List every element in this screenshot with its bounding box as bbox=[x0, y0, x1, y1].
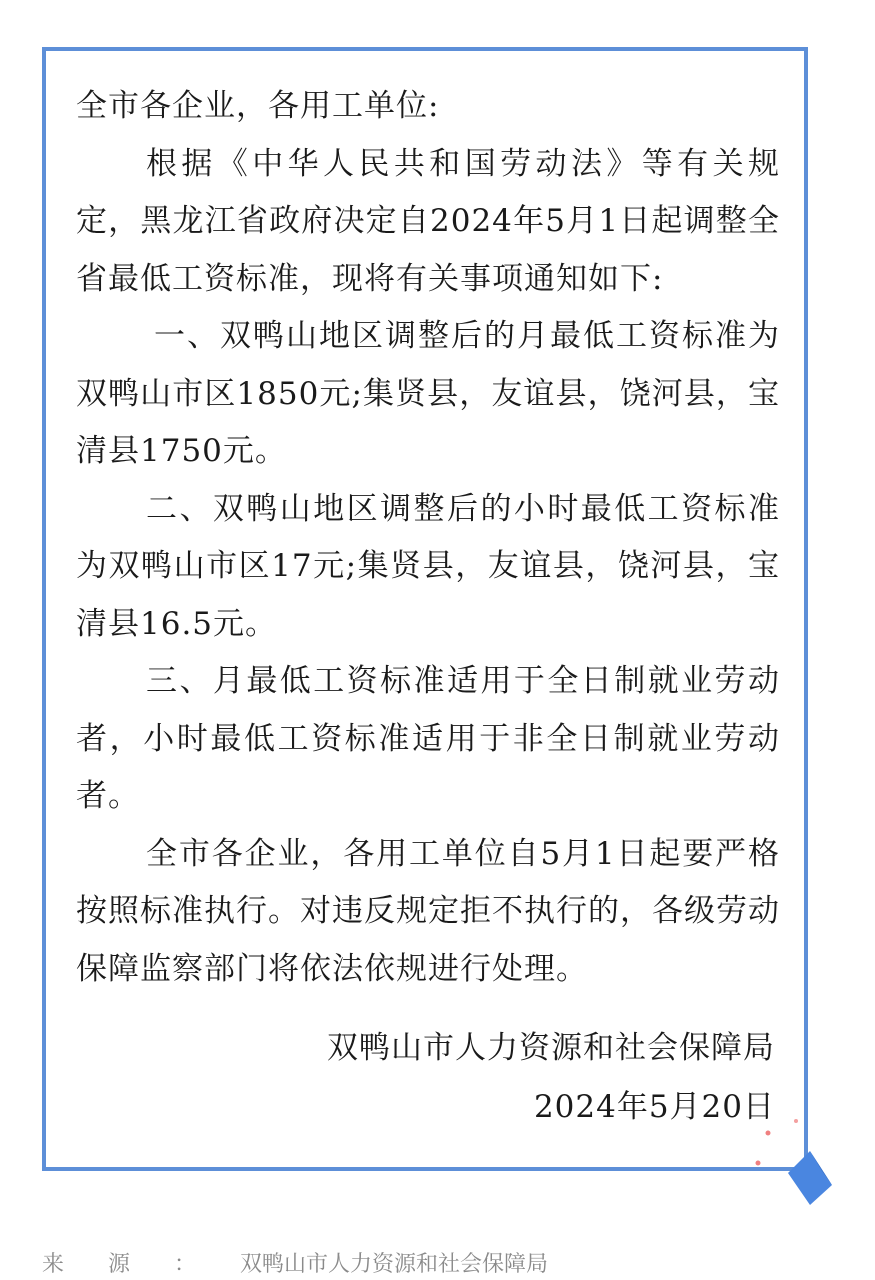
source-line bbox=[42, 1247, 548, 1278]
intro-paragraph: 根据《中华人民共和国劳动法》等有关规定，黑龙江省政府决定自2024年5月1日起调整全省最低工资标准，现将有关事项通知如下: bbox=[76, 145, 780, 297]
signature-organization: 双鸭山市人力资源和社会保障局 bbox=[327, 1030, 775, 1066]
source-label: 来源： bbox=[42, 1252, 241, 1277]
source-value: 双鸭山市人力资源和社会保障局 bbox=[240, 1252, 549, 1277]
closing-paragraph: 全市各企业，各用工单位自5月1日起要严格按照标准执行。对违反规定拒不执行的，各级劳动保障监察部门将依法依规进行处理。 bbox=[76, 835, 780, 987]
signature-date: 2024年5月20日 bbox=[533, 1089, 775, 1125]
item-applicability: 三、月最低工资标准适用于全日制就业劳动者，小时最低工资标准适用于非全日制就业劳动者。 bbox=[76, 663, 780, 814]
salutation: 全市各企业，各用工单位: bbox=[76, 88, 440, 124]
item-hourly-wage: 二、双鸭山地区调整后的小时最低工资标准为双鸭山市区17元;集贤县，友谊县，饶河县，宝清县16.5元。 bbox=[76, 490, 780, 642]
corner-ribbon-icon bbox=[752, 1115, 842, 1215]
item-monthly-wage: 一、双鸭山地区调整后的月最低工资标准为双鸭山市区1850元;集贤县，友谊县，饶河县，宝清县1750元。 bbox=[76, 318, 780, 469]
notice-body bbox=[76, 78, 780, 998]
